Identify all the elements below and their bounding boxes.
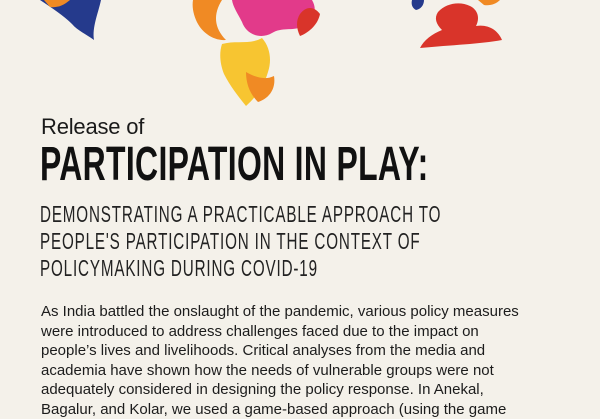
body-line: As India battled the onslaught of the pandemic, various policy measures xyxy=(41,302,581,322)
abstract-figures-illustration xyxy=(0,0,600,120)
red-figure-right-shape xyxy=(420,3,502,48)
body-line: academia have shown how the needs of vulnerable groups were not xyxy=(41,361,581,381)
navy-figure-right-shape xyxy=(412,0,424,10)
orange-figure-shape xyxy=(193,0,226,40)
subtitle-line: POLICYMAKING DURING COVID-19 xyxy=(40,255,441,282)
body-line: people’s lives and livelihoods. Critical analyses from the media and xyxy=(41,341,581,361)
body-line: were introduced to address challenges faced due to the impact on xyxy=(41,322,581,342)
release-label: Release of xyxy=(41,114,144,140)
body-line: Bagalur, and Kolar, we used a game-based approach (using the game xyxy=(41,400,581,419)
page-title: PARTICIPATION IN PLAY: xyxy=(40,139,429,191)
subtitle-line: PEOPLE'S PARTICIPATION IN THE CONTEXT OF xyxy=(40,228,441,255)
subtitle xyxy=(40,201,441,282)
subtitle-line: DEMONSTRATING A PRACTICABLE APPROACH TO xyxy=(40,201,441,228)
orange-figure-right-shape xyxy=(478,0,500,5)
body-line: adequately considered in designing the policy response. In Anekal, xyxy=(41,380,581,400)
body-paragraph xyxy=(41,302,581,419)
